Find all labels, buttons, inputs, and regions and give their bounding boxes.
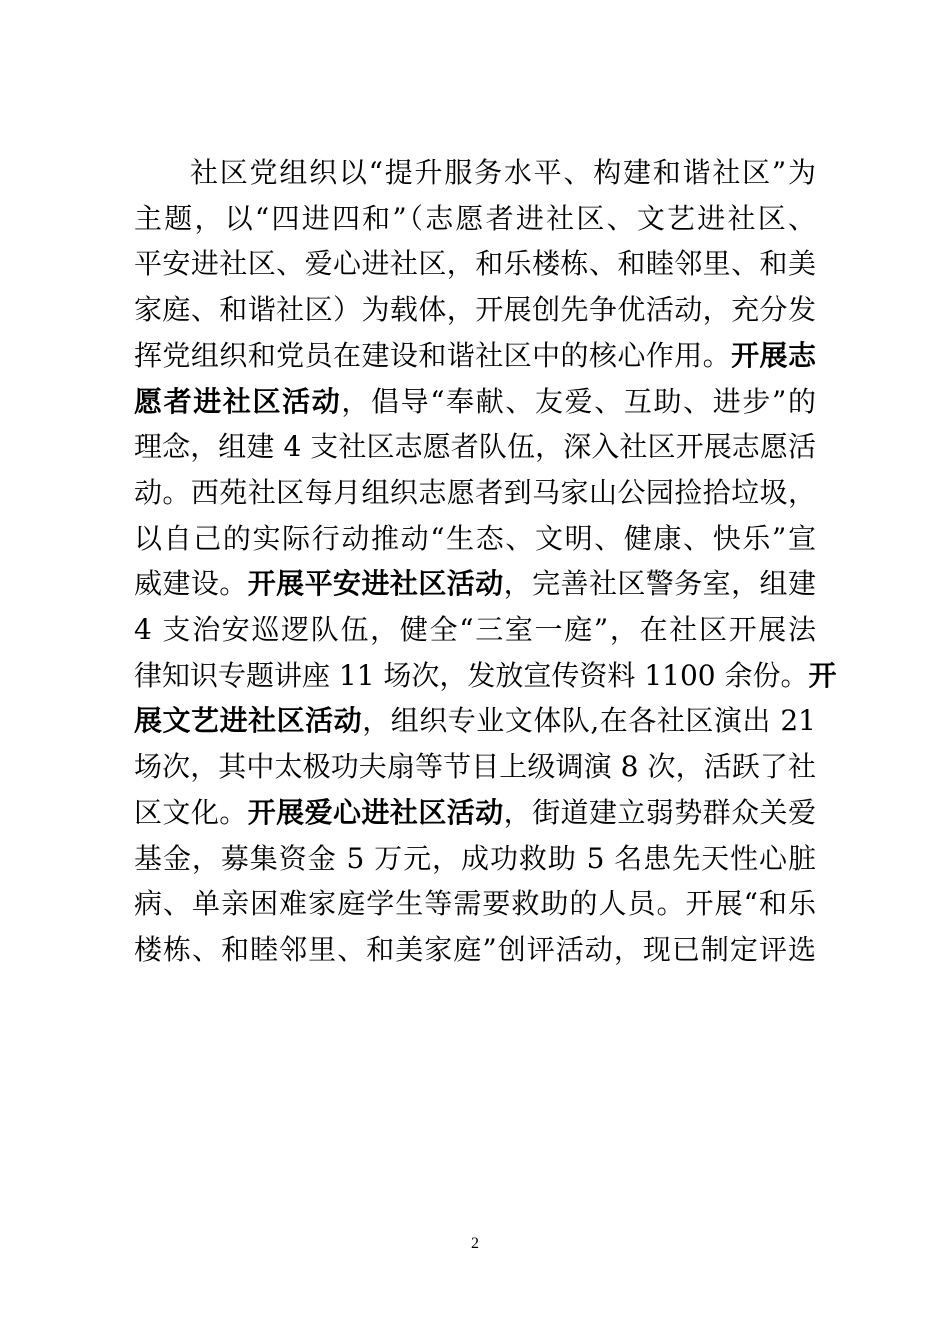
- paragraph-line: [134, 653, 837, 699]
- paragraph-line: [134, 744, 816, 790]
- line-text: 以自己的实际行动推动“生态、文明、健康、快乐”宣: [134, 521, 816, 555]
- line-text: 4 支治安巡逻队伍，健全“三室一庭”，在社区开展法: [134, 613, 816, 647]
- body-paragraph: [134, 150, 837, 973]
- line-text: 威建设。: [134, 567, 248, 601]
- paragraph-line: [134, 927, 816, 973]
- bold-heading-text: 开展平安进社区活动: [247, 567, 504, 601]
- line-text: 动。西苑社区每月组织志愿者到马家山公园捡拾垃圾，: [134, 475, 816, 509]
- bold-heading-text: 开: [808, 658, 837, 692]
- paragraph-line: [134, 790, 816, 836]
- line-text: ，倡导“奉献、友爱、互助、进步”的: [341, 384, 816, 418]
- line-text: 主题，以“四进四和”（志愿者进社区、文艺进社区、: [134, 201, 816, 235]
- line-text: 场次，其中太极功夫扇等节目上级调演 8 次，活跃了社: [134, 750, 816, 784]
- line-text: 区文化。: [134, 795, 248, 829]
- paragraph-line: [134, 150, 816, 196]
- line-text: 家庭、和谐社区）为载体，开展创先争优活动，充分发: [134, 293, 816, 327]
- paragraph-line: [134, 698, 816, 744]
- paragraph-line: [134, 424, 816, 470]
- line-text: 病、单亲困难家庭学生等需要救助的人员。开展“和乐: [134, 887, 816, 921]
- bold-heading-text: 开展志: [731, 338, 816, 372]
- bold-heading-text: 愿者进社区活动: [134, 384, 342, 418]
- paragraph-line: [134, 287, 816, 333]
- line-text: 律知识专题讲座 11 场次，发放宣传资料 1100 余份。: [134, 658, 809, 692]
- paragraph-line: [134, 241, 816, 287]
- paragraph-line: [134, 379, 816, 425]
- bold-heading-text: 展文艺进社区活动: [134, 704, 363, 738]
- paragraph-line: [134, 881, 816, 927]
- bold-heading-text: 开展爱心进社区活动: [247, 795, 504, 829]
- line-text: 社区党组织以“提升服务水平、构建和谐社区”为: [190, 156, 816, 189]
- line-text: ，街道建立弱势群众关爱: [503, 795, 816, 829]
- page-number: 2: [471, 1235, 479, 1252]
- line-text: 理念，组建 4 支社区志愿者队伍，深入社区开展志愿活: [134, 430, 816, 464]
- line-text: 平安进社区、爱心进社区，和乐楼栋、和睦邻里、和美: [134, 247, 816, 281]
- paragraph-line: [134, 470, 816, 516]
- paragraph-line: [134, 196, 816, 242]
- paragraph-line: [134, 561, 816, 607]
- line-text: 楼栋、和睦邻里、和美家庭”创评活动，现已制定评选: [134, 932, 816, 966]
- line-text: ，组织专业文体队,在各社区演出 21: [362, 704, 816, 738]
- paragraph-line: [134, 607, 816, 653]
- line-text: 基金，募集资金 5 万元，成功救助 5 名患先天性心脏: [134, 841, 816, 875]
- line-text: 挥党组织和党员在建设和谐社区中的核心作用。: [134, 338, 732, 372]
- line-text: ，完善社区警务室，组建: [503, 567, 816, 601]
- paragraph-line: [134, 516, 816, 562]
- paragraph-line: [134, 836, 816, 882]
- paragraph-line: [134, 333, 816, 379]
